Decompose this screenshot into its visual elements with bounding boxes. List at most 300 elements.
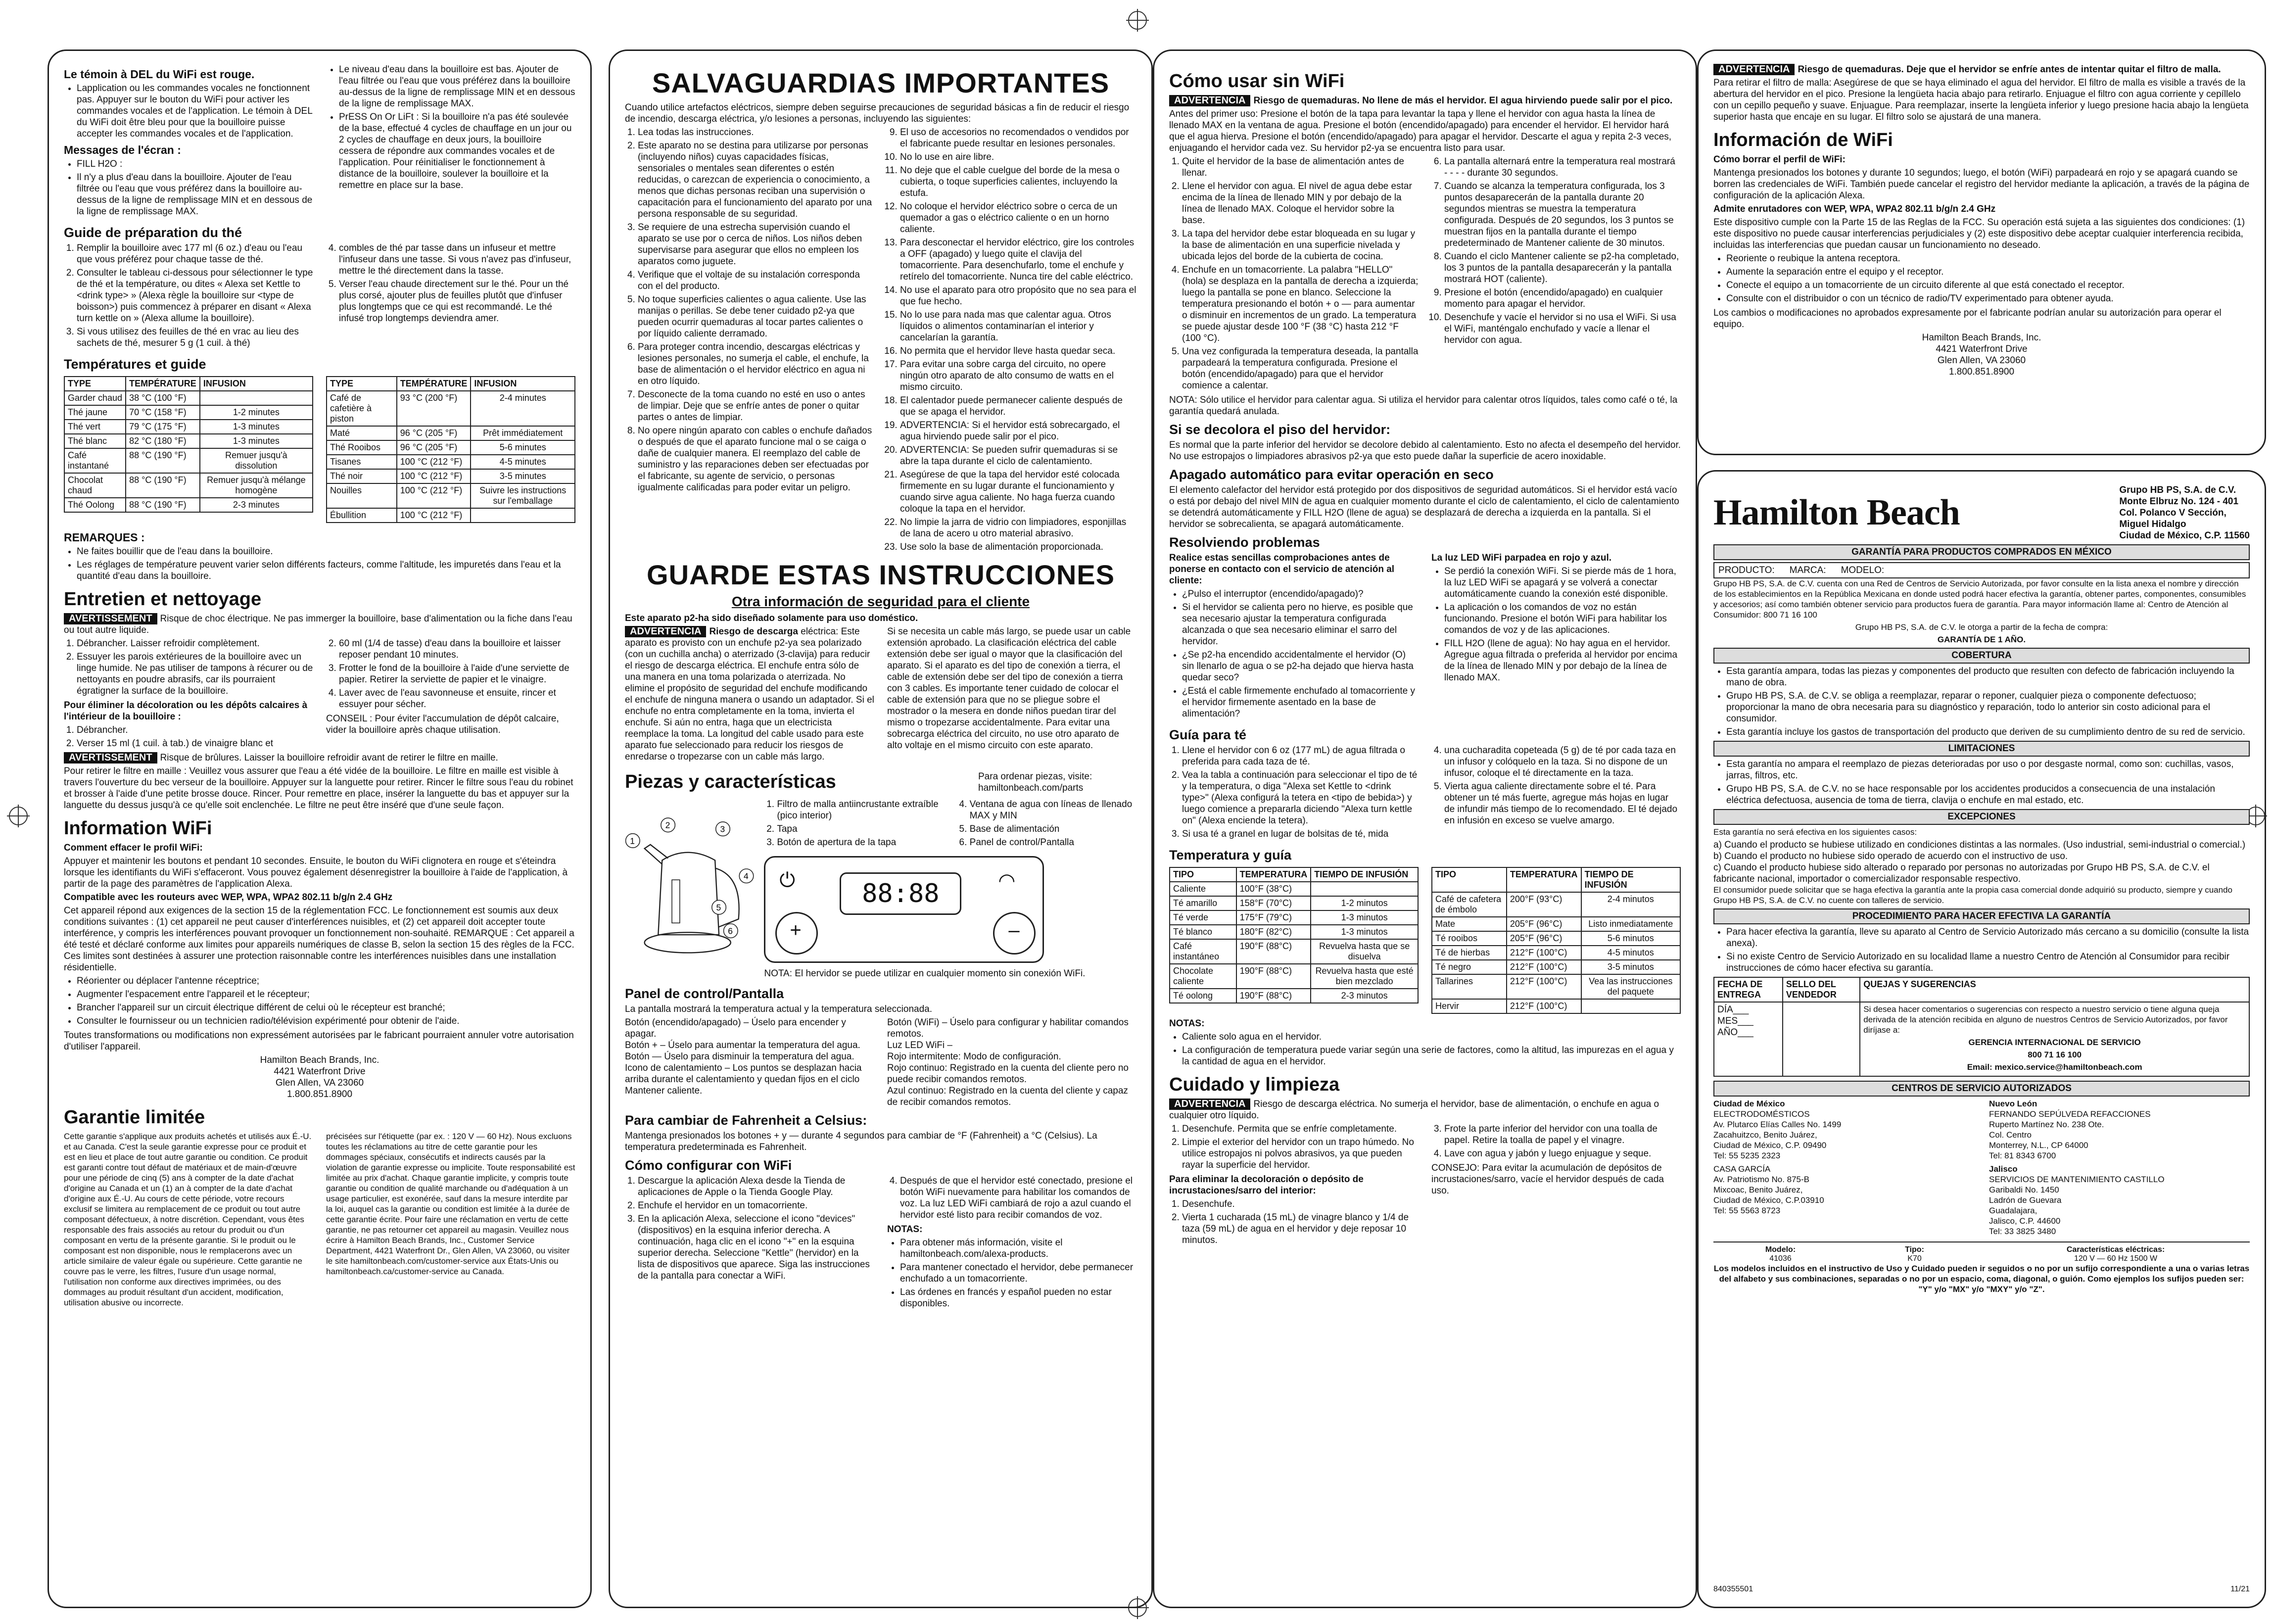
table-row [1170, 925, 1418, 939]
text-line: Glen Allen, VA 23060 [275, 1078, 364, 1088]
service-center-city: Ciudad de México [1713, 1099, 1785, 1108]
list-item: 1. Débrancher. [77, 724, 313, 736]
list-item: 3. En la aplicación Alexa, seleccione el icono "devices" (dispositivos) en la esquina inferior derecha. A continuación, haga clic en el icono "+" en la esquina superior derecha. Seleccione "Kettle" (hervidor) en la lista de dispositivos que aparece. Siga las instrucciones de la pantalla para conectar a WiFi. [638, 1213, 874, 1282]
table-cell: Tisanes [327, 455, 397, 469]
mexico-warranty-panel [1697, 470, 2266, 1608]
table-row [327, 391, 575, 426]
grants: Grupo HB PS, S.A. de C.V. le otorga a partir de la fecha de compra: [1855, 622, 2108, 632]
notas-list [887, 1237, 1136, 1309]
table-cell: Caliente [1170, 882, 1236, 896]
table-row [327, 455, 575, 469]
warranty-left: Cette garantie s'applique aux produits achetés et utilisés aux É.-U. et au Canada. C'est la seule garantie expresse pour ce produit et est en lieu et place de tout autre garantie ou condition. Ce produit est garanti contre tout défaut de matériaux et de main-d'œuvre pour une période de cinq (5) ans à compter de la date d'achat d'origine au Canada et un (1) an à compter de la date d'achat d'origine aux É.-U. Au cours de cette période, votre recours exclusif se limitera au remplacement de ce produit ou tout autre composant défectueux, à notre discrétion. Cependant, vous êtes responsable des frais associés au retour du produit ou d'un composant en vertu de la présente garantie. Si le produit ou le composant est non disponible, nous le remplacerons avec un article similaire de valeur égale ou supérieure. Cette garantie ne couvre pas le verre, les filtres, l'usure d'un usage normal, l'utilisation non conforme aux directives imprimées, ou des dommages au produit résultant d'un accident, modification, utilisation abusive ou incorrecte. [64, 1132, 312, 1307]
list-item: • Esta garantía incluye los gastos de transportación del producto que deriven de su cumplimiento dentro de su red de servicio. [1726, 726, 2250, 738]
guarantee-bar: GARANTÍA PARA PRODUCTOS COMPRADOS EN MÉXICO [1713, 544, 2250, 560]
table-cell: 1-3 minutes [200, 420, 313, 434]
list-item: 10. Desenchufe y vacíe el hervidor si no usa el WiFi. Si usa el WiFi, manténgalo enchufado y vacíe a llenar el hervidor con agua. [1444, 312, 1681, 346]
list-item: 2. Vea la tabla a continuación para seleccionar el tipo de té y la temperatura, o diga "Alexa set Kettle to <drink type>" (Alexa configurá la tetera en <tipo de bebida>) y luego comience a prepararla diciendo "Alexa turn kettle on" (Alexa enciende la tetera). [1182, 769, 1419, 826]
service-center-line: SERVICIOS DE MANTENIMIENTO CASTILLO [1989, 1175, 2165, 1184]
table-row [1432, 931, 1680, 946]
descale-steps [64, 724, 313, 749]
wifi-compat: Compatible avec les routeurs avec WEP, WPA, WPA2 802.11 b/g/n 2.4 GHz [64, 892, 393, 903]
table-row [327, 426, 575, 440]
tea-steps-continued [326, 242, 575, 324]
form-seal-cell [1783, 1002, 1860, 1076]
table-cell: 205°F (96°C) [1507, 931, 1581, 946]
service-center-city: Jalisco [1989, 1164, 2018, 1174]
list-item: 1. Lea todas las instrucciones. [638, 127, 874, 138]
wifi-info-panel [1697, 49, 2266, 455]
filter-text-es: Para retirar el filtro de malla: Asegúrese de que se haya eliminado el agua del hervidor. El filtro de malla es visible a través de la abertura del hervidor en el pico. Presione la lengüeta hacia abajo para retirarlo. Enjuague el filtro con agua corriente y cepíllelo con un cepillo pequeño y suave. Enjuague. Para reemplazar, inserte la lengüeta inferior y luego presione hacia abajo la lengüeta superior hasta que encaje en su lugar. El filtro solo se ajustará de una manera. [1713, 78, 2249, 122]
shock-label: Riesgo de descarga [709, 626, 798, 637]
wifi-info-tail: Los cambios o modificaciones no aprobados expresamente por el fabricante podrían anular su autorización para operar el equipo. [1713, 308, 2222, 330]
table-cell: Garder chaud [64, 391, 126, 405]
list-item: 2. Limpie el exterior del hervidor con un trapo húmedo. No utilice estropajos ni polvos abrasivos, ya que pueden rayar la superficie del hervidor. [1182, 1137, 1419, 1171]
table-row [1432, 892, 1680, 917]
list-item: 1. Filtro de malla antiincrustante extraíble (pico interior) [777, 799, 944, 821]
table-cell: 100°F (38°C) [1236, 882, 1311, 896]
table-cell: Té de hierbas [1432, 946, 1507, 960]
panel-list-right [887, 1017, 1136, 1108]
wifi-icon: ◠ [998, 870, 1016, 892]
list-item: 3. Si usa té a granel en lugar de bolsitas de té, mida [1182, 828, 1419, 840]
list-item: 12. No coloque el hervidor eléctrico sobre o cerca de un quemador a gas o eléctrico caliente o en un horno caliente. [900, 201, 1136, 235]
display-screen: 88:88 [840, 872, 961, 915]
floor-text: Es normal que la parte inferior del hervidor se decolore debido al calentamiento. Esto no afecta el desempeño del hervidor. No use estropajos o limpiadores abrasivos p2-ya que esto puede dañar la superficie de acero inoxidable. [1169, 440, 1681, 462]
list-item: 5. Verser l'eau chaude directement sur le thé. Pour un thé plus corsé, ajouter plus de feuilles plutôt que d'infuser plus longtemps que ce qui est recommandé. Le thé infusé trop longtemps deviendra amer. [339, 279, 575, 324]
warranty-right: précisées sur l'étiquette (par ex. : 120 V ― 60 Hz). Nous excluons toutes les réclamations au titre de cette garantie pour les dommages spéciaux, consécutifs et indirects causés par la violation de garantie expresse ou implicite. Toute responsabilité est limitée au prix d'achat. Chaque garantie implicite, y compris toute garantie ou condition de qualité marchande ou d'adéquation à un usage particulier, est exonérée, sauf dans la mesure interdite par la loi, auquel cas la garantie ou condition est limitée à la durée de cette garantie écrite. Pour faire une réclamation en vertu de cette garantie, ne pas retourner cet appareil au magasin. Veuillez nous écrire à Hamilton Beach Brands, Inc., Customer Service Department, 4421 Waterfront Dr., Glen Allen, VA 23060, ou visiter le site hamiltonbeach.com/customer-service aux États-Unis ou hamiltonbeach.ca/customer-service au Canada. [326, 1132, 575, 1276]
safeguards-panel [609, 49, 1153, 1608]
list-item: 9. El uso de accesorios no recomendados o vendidos por el fabricante puede resultar en lesiones personales. [900, 127, 1136, 149]
panel-list-left [625, 1017, 874, 1108]
guarantee-text: Grupo HB PS, S.A. de C.V. cuenta con una Red de Centros de Servicio Autorizada, por favor consulte en la lista anexa el nombre y dirección de los establecimientos en la República Mexicana en donde usted podrá hacer efectiva la garantía, obtener partes, componentes, consumibles y accesorios; así como también obtener servicio para productos fuera de garantía. Para mayor información llame al: Centro de Atención al Consumidor: 800 71 16 100 [1713, 579, 2246, 620]
burn-warning-badge: AVERTISSEMENT [64, 752, 157, 764]
table-cell: Thé jaune [64, 405, 126, 420]
service-center-line: Av. Patriotismo No. 875-B [1713, 1175, 1810, 1184]
list-item: 3. Botón de apertura de la tapa [777, 837, 944, 848]
svg-text:1: 1 [630, 836, 635, 846]
filter-text: Pour retirer le filtre en maille : Veuillez vous assurer que l'eau a été vidée de la bouilloire. Le filtre en maille est visible à travers l'ouverture du bec verseur de la bouilloire. Appuyer sur la languette pour retirer. Rincer le filtre sous l'eau du robinet et brosser à l'aide d'une petite brosse douce. Rincer. Pour remettre en place, insérer la languette du bas et appuyer sur la languette du dessus jusqu'à ce qu'elle soit enclenchée. Le filtre ne peut être inséré que d'une seule façon. [64, 766, 573, 811]
table-row [1170, 989, 1418, 1003]
list-item: • FILL H2O (llene de agua): No hay agua en el hervidor. Agregue agua filtrada o preferida al hervidor por encima de la línea de llenado MIN y por debajo de la línea de llenado MAX. [1444, 638, 1681, 683]
brand-logo: Hamilton Beach [1713, 492, 1960, 533]
table-header: TEMPERATURA [1507, 867, 1581, 892]
trouble-list-left [1169, 588, 1419, 719]
list-item: 2. Enchufe el hervidor en un tomacorriente. [638, 1200, 874, 1211]
text-line: Azul continuo: Registrado en la cuenta del cliente y capaz de recibir comandos remotos. [887, 1086, 1128, 1107]
table-cell: 1-3 minutos [1311, 925, 1418, 939]
french-panel [47, 49, 592, 1608]
list-item: • Aumente la separación entre el equipo y el receptor. [1726, 266, 2250, 278]
table-cell: 100 °C (212 °F) [397, 455, 471, 469]
table-cell: Chocolate caliente [1170, 964, 1236, 989]
table-cell: 5-6 minutes [471, 440, 575, 455]
table-header: TYPE [327, 377, 397, 391]
list-item: 3. La tapa del hervidor debe estar bloqueada en su lugar y la base de alimentación en una superficie nivelada y ubicada lejos del borde de la cubierta de cocina. [1182, 228, 1419, 262]
wifi-config-title: Cómo configurar con WiFi [625, 1158, 792, 1173]
wifi-info-address [1713, 332, 2250, 378]
table-cell: 180°F (82°C) [1236, 925, 1311, 939]
product-fields [1713, 562, 2250, 578]
table-header: INFUSION [200, 377, 313, 391]
parts-list-right [957, 799, 1136, 848]
spec-model-label: Modelo: [1765, 1245, 1796, 1254]
list-item: 5. Base de alimentación [970, 823, 1136, 835]
shock-warning-badge: ADVERTENCIA [625, 626, 706, 637]
table-cell: Thé Oolong [64, 498, 126, 512]
tea-guide-title: Guide de préparation du thé [64, 225, 242, 240]
centers-grid [1713, 1099, 2250, 1237]
control-panel-diagram [764, 856, 1044, 963]
list-item: 4. Verifique que el voltaje de su instalación corresponda con el del producto. [638, 269, 874, 292]
service-center [1989, 1164, 2250, 1237]
list-item: 6. La pantalla alternará entre la temperatura real mostrará - - - - durante 30 segundos. [1444, 156, 1681, 179]
table-row [1170, 939, 1418, 964]
plus-button[interactable]: + [775, 912, 818, 955]
text-line: Hamilton Beach Brands, Inc. [260, 1055, 379, 1065]
table-cell: 175°F (79°C) [1236, 910, 1311, 925]
table-cell: Té oolong [1170, 989, 1236, 1003]
list-item: 7. Cuando se alcanza la temperatura configurada, los 3 puntos desaparecerán de la pantalla durante 20 segundos mientras se muestra la temperatura configurada. Después de 20 segundos, los 3 puntos se muestran fijos en la pantalla durante el tiempo predeterminado de Mantener caliente de 30 minutos. [1444, 181, 1681, 249]
text-line: Botón + – Úselo para aumentar la temperatura del agua. [625, 1040, 860, 1051]
table-cell: Café de cafetera de émbolo [1432, 892, 1507, 917]
table-cell [1311, 882, 1418, 896]
list-item: • Il n'y a plus d'eau dans la bouilloire. Ajouter de l'eau filtrée ou l'eau que vous préférez dans la bouilloire au-dessus de la ligne de remplissage MIN et en dessous de la ligne de remplissage MAX. [77, 172, 313, 217]
text-line: 4421 Waterfront Drive [1936, 344, 2028, 354]
exceptions-tail: El consumidor puede solicitar que se haga efectiva la garantía ante la propia casa comercial donde adquirió su producto, siempre y cuando Grupo HB PS, S.A. de C.V. no cuente con talleres de servicio. [1713, 885, 2232, 905]
spec-note: Los modelos incluidos en el instructivo de Uso y Cuidado pueden ir seguidos o no por un sufijo correspondiente a una o varias letras del alfabeto y sus combinaciones, separadas o no por un espacio, coma, diagonal, o guión. Como ejemplos los sufijos pueden ser: "Y" y/o "MX" y/o "MXY" y/o "Z". [1713, 1264, 2250, 1294]
list-item: 8. No opere ningún aparato con cables o enchufe dañados o después de que el aparato funcione mal o se caiga o dañe de cualquier manera. El reemplazo del cable de suministro y las reparaciones deben ser efectuadas por el fabricante, su agente de servicio, o personas igualmente calificadas para poder evitar un peligro. [638, 425, 874, 493]
list-item: 3. Frotter le fond de la bouilloire à l'aide d'une serviette de papier. Retirer la serviette de papier et le vinaigre. [339, 663, 575, 685]
list-item: 5. Una vez configurada la temperatura deseada, la pantalla parpadeará la temperatura configurada. Presione el botón (encendido/apagado) para que el hervidor comience a calentar. [1182, 346, 1419, 391]
table-header: INFUSION [471, 377, 575, 391]
table-cell: 205°F (96°C) [1507, 917, 1581, 931]
text-line: PRODUCTO: [1718, 565, 1775, 575]
service-center [1713, 1099, 1974, 1161]
table-header: TEMPERATURA [1236, 867, 1311, 882]
service-center-line: Ciudad de México, C.P.03910 [1713, 1195, 1824, 1205]
table-row [64, 498, 313, 512]
list-item: 6. Panel de control/Pantalla [970, 837, 1136, 848]
table-cell: 190°F (88°C) [1236, 989, 1311, 1003]
list-item: 16. No permita que el hervidor lleve hasta quedar seca. [900, 345, 1136, 357]
table-cell: Té amarillo [1170, 896, 1236, 910]
service-center-line: Monterrey, N.L., CP 64000 [1989, 1141, 2088, 1150]
list-item: 10. No lo use en aire libre. [900, 151, 1136, 163]
save-title: GUARDE ESTAS INSTRUCCIONES [647, 559, 1115, 590]
service-center-city: Nuevo León [1989, 1099, 2037, 1108]
form-text: Si desea hacer comentarios o sugerencias con respecto a nuestro servicio o tiene alguna queja derivada de la atención recibida en alguno de nuestros Centros de Servicio Autorizados, por favor diríjase a: [1863, 1004, 2228, 1035]
form-header-complaints: QUEJAS Y SUGERENCIAS [1860, 977, 2249, 1002]
coverage-bar: COBERTURA [1713, 648, 2250, 664]
text-line: MARCA: [1789, 565, 1826, 575]
service-center-line: Tel: 81 8343 6700 [1989, 1151, 2056, 1160]
safeguards-list-right [887, 127, 1136, 553]
usage-title: Cómo usar sin WiFi [1169, 71, 1345, 92]
text-line: Botón (WiFi) – Úselo para configurar y habilitar comandos remotos. [887, 1017, 1129, 1039]
table-row [64, 420, 313, 434]
list-item: 3. Si vous utilisez des feuilles de thé en vrac au lieu des sachets de thé, mesurer 5 g (1 cuil. à thé) [77, 326, 313, 349]
list-item: 21. Asegúrese de que la tapa del hervidor esté colocada firmemente en su lugar durante el funcionamiento y cuando sirve agua caliente. No haga fuerza cuando coloque la tapa en el hervidor. [900, 469, 1136, 515]
usage-steps-right [1431, 156, 1681, 346]
table-cell: 88 °C (190 °F) [126, 498, 200, 512]
exceptions-bar: EXCEPCIONES [1713, 809, 2250, 825]
table-cell: Té blanco [1170, 925, 1236, 939]
service-center-line: Jalisco, C.P. 44600 [1989, 1216, 2061, 1226]
safeguards-intro: Cuando utilice artefactos eléctricos, siempre deben seguirse precauciones de seguridad básicas a fin de reducir el riesgo de incendio, descarga eléctrica, y/o lesiones a personas, incluyendo las siguientes: [625, 102, 1130, 124]
service-center-line: Ciudad de México, C.P. 09490 [1713, 1141, 1827, 1150]
form-header-date: FECHA DE ENTREGA [1714, 977, 1783, 1002]
panel-title: Panel de control/Pantalla [625, 986, 784, 1001]
list-item: 2. 60 ml (1/4 de tasse) d'eau dans la bouilloire et laisser reposer pendant 10 minutes. [339, 638, 575, 661]
list-item: • Se perdió la conexión WiFi. Si se pierde más de 1 hora, la luz LED WiFi se apagará y se volverá a conectar automáticamente cuando la conexión esté disponible. [1444, 566, 1681, 600]
table-cell: Vea las instrucciones del paquete [1581, 974, 1680, 999]
table-row [1170, 910, 1418, 925]
table-cell: 1-2 minutos [1311, 896, 1418, 910]
parts-title: Piezas y características [625, 771, 836, 792]
conseil: CONSEIL : Pour éviter l'accumulation de dépôt calcaire, vider la bouilloire après chaque utilisation. [326, 714, 559, 735]
table-row [64, 448, 313, 473]
table-cell: Revuelva hasta que se disuelva [1311, 939, 1418, 964]
table-header: TEMPÉRATURE [397, 377, 471, 391]
table-row [327, 469, 575, 483]
table-row [1170, 964, 1418, 989]
safeguards-title: SALVAGUARDIAS IMPORTANTES [652, 67, 1110, 98]
table-cell: Café instantáneo [1170, 939, 1236, 964]
svg-text:3: 3 [720, 824, 725, 834]
usage-steps-left [1169, 156, 1419, 391]
temp-table-es-right [1431, 867, 1681, 1014]
list-item: 2. Vierta 1 cucharada (15 mL) de vinagre blanco y 1/4 de taza (59 mL) de agua en el hervidor y deje reposar 10 minutos. [1182, 1212, 1419, 1246]
table-row [327, 440, 575, 455]
list-item: • Si el hervidor se calienta pero no hierve, es posible que sea necesario ajustar la temperatura configurada alcanzada o que sea necesario eliminar el sarro del hervidor. [1182, 602, 1419, 647]
list-item: • Para mantener conectado el hervidor, debe permanecer enchufado a un tomacorriente. [900, 1262, 1136, 1285]
table-cell: 1-2 minutes [200, 405, 313, 420]
service-center-line: Ladrón de Guevara [1989, 1195, 2062, 1205]
auto-title: Apagado automático para evitar operación en seco [1169, 467, 1494, 482]
text-line: 1.800.851.8900 [286, 1089, 353, 1099]
text-line: 1.800.851.8900 [1948, 367, 2015, 377]
fahr-text: Mantenga presionados los botones + y — durante 4 segundos para cambiar de °F (Fahrenheit) a °C (Celsius). La temperatura predeterminada es Fahrenheit. [625, 1131, 1097, 1152]
table-cell: Remuer jusqu'à mélange homogène [200, 473, 313, 498]
text-line: Hamilton Beach Brands, Inc. [1922, 333, 2041, 343]
care-warning-text: Risque de choc électrique. Ne pas immerger la bouilloire, base d'alimentation ou la fiche dans l'eau ou tout autre liquide. [64, 614, 572, 635]
list-item: 17. Para evitar una sobre carga del circuito, no opere ningún otro aparato de alto consumo de watts en el mismo circuito. [900, 359, 1136, 393]
screen-messages-right [326, 64, 575, 191]
table-cell: 5-6 minutos [1581, 931, 1680, 946]
list-item: 1. Desenchufe. [1182, 1198, 1419, 1210]
auto-text: El elemento calefactor del hervidor está protegido por dos dispositivos de seguridad automáticos. Si el hervidor está vacío o está por debajo del nivel MIN de agua en cualquier momento durante el ciclo de calentamiento, el ciclo de calentamiento se detendrá automáticamente y FILL H2O (llene de agua) se desplazará de derecha a izquierda en la pantalla. Si el hervidor se sobrecalienta, se apagará automáticamente. [1169, 485, 1679, 529]
service-center [1713, 1164, 1974, 1237]
table-cell: Listo inmediatamente [1581, 917, 1680, 931]
table-cell: Café de cafetière à piston [327, 391, 397, 426]
list-item: 4. Laver avec de l'eau savonneuse et ensuite, rincer et essuyer pour sécher. [339, 687, 575, 710]
table-cell: Prêt immédiatement [471, 426, 575, 440]
list-item: 7. Desconecte de la toma cuando no esté en uso o antes de limpiar. Deje que se enfríe antes de poner o quitar partes o antes de limpiar. [638, 389, 874, 423]
list-item: 4. Enchufe en un tomacorriente. La palabra "HELLO" (hola) se desplaza en la pantalla de derecha a izquierda; luego la pantalla se pone en blanco. Seleccione la temperatura presionando el botón + o — para aumentar o disminuir en incrementos de un grado. La temperatura se puede ajustar desde 100 °F (38 °C) hasta 212 °F (100 °C). [1182, 264, 1419, 344]
table-cell: 158°F (70°C) [1236, 896, 1311, 910]
table-cell: Maté [327, 426, 397, 440]
notas-title-es: NOTAS: [1169, 1018, 1205, 1029]
wifi-info-profile: Cómo borrar el perfil de WiFi: [1713, 154, 1846, 165]
table-cell: Tallarines [1432, 974, 1507, 999]
centers-bar: CENTROS DE SERVICIO AUTORIZADOS [1713, 1081, 2250, 1097]
care-steps [64, 638, 313, 697]
text-line: MES___ [1717, 1016, 1753, 1026]
list-item: • La configuración de temperatura puede variar según una serie de factores, como la altitud, las impurezas en el agua y la cantidad de agua en el hervidor. [1182, 1045, 1681, 1067]
list-item: • Conecte el equipo a un tomacorriente de un circuito diferente al que está conectado el receptor. [1726, 280, 2250, 291]
wifi-fcc: Cet appareil répond aux exigences de la section 15 de la réglementation FCC. Le fonctionnement est soumis aux deux conditions suivantes : (1) cet appareil ne peut causer d'interférences nuisibles, et (2) cet appareil doit accepter toute interférence, y compris les interférences pouvant provoquer un fonctionnement non-souhaité. REMARQUE : Cet appareil a été testé et déclaré conforme aux limites pour appareils numériques de classe B, selon la section 15 des règles de la FCC. Ces limites sont destinées à assurer une protection raisonnable contre les interférences nuisibles dans une installation résidentielle. [64, 906, 574, 973]
service-center-line: FERNANDO SEPÚLVEDA REFACCIONES [1989, 1109, 2151, 1119]
list-item: 2. Verser 15 ml (1 cuil. à tab.) de vinaigre blanc et [77, 738, 313, 749]
table-cell: 212°F (100°C) [1507, 946, 1581, 960]
usage-nota: NOTA: Sólo utilice el hervidor para calentar agua. Si utiliza el hervidor para calentar otros líquidos, tales como café o té, la garantía quedará anulada. [1169, 395, 1678, 417]
list-item: 18. El calentador puede permanecer caliente después de que se apaga el hervidor. [900, 395, 1136, 418]
text-line: Luz LED WiFi – [887, 1040, 952, 1051]
service-center [1989, 1099, 2250, 1161]
floor-title: Si se decolora el piso del hervidor: [1169, 422, 1391, 437]
table-cell: 88 °C (190 °F) [126, 473, 200, 498]
descale-steps-es-right [1431, 1123, 1681, 1159]
table-row [1432, 917, 1680, 931]
list-item: 9. Presione el botón (encendido/apagado) en cualquier momento para apagar el hervidor. [1444, 287, 1681, 310]
text-line: Botón (encendido/apagado) – Úselo para encender y apagar. [625, 1017, 846, 1039]
spec-type: K70 [1907, 1254, 1922, 1263]
text-line: AÑO___ [1717, 1027, 1753, 1038]
fahr-title: Para cambiar de Fahrenheit a Celsius: [625, 1113, 867, 1128]
list-item: • Ne faites bouillir que de l'eau dans la bouilloire. [77, 546, 575, 557]
wifi-profile: Comment effacer le profil WiFi: [64, 843, 203, 853]
care-warning-badge-es: ADVERTENCIA [1169, 1099, 1250, 1110]
list-item: • Para hacer efectiva la garantía, lleve su aparato al Centro de Servicio Autorizado más cercano a su domicilio (consulte la lista anexa). [1726, 926, 2250, 949]
table-row [1432, 946, 1680, 960]
registration-mark-left [9, 807, 28, 825]
table-cell: 82 °C (180 °F) [126, 434, 200, 448]
warranty-title: Garantie limitée [64, 1107, 205, 1128]
table-cell: Thé noir [327, 469, 397, 483]
table-cell: Thé blanc [64, 434, 126, 448]
exceptions-intro: Esta garantía no será efectiva en los siguientes casos: [1713, 827, 1917, 837]
limits-list [1713, 759, 2250, 806]
trouble-intro: Realice estas sencillas comprobaciones antes de ponerse en contacto con el servicio de atención al cliente: [1169, 553, 1395, 586]
list-item: 13. Para desconectar el hervidor eléctrico, gire los controles a OFF (apagado) y luego quite el clavija del tomacorriente. Para desenchufarlo, tome el enchufe y retírelo del tomacorriente. Nunca tire del cable eléctrico. [900, 237, 1136, 283]
temps-title: Températures et guide [64, 357, 206, 372]
list-item: 3. Se requiere de una estrecha supervisión cuando el aparato se use por o cerca de niños. Los niños deben supervisarse para asegurar que ellos no empleen los aparatos como juguete. [638, 222, 874, 267]
svg-text:6: 6 [728, 926, 733, 936]
table-cell: 100 °C (212 °F) [397, 469, 471, 483]
table-cell: Suivre les instructions sur l'emballage [471, 483, 575, 508]
svg-text:5: 5 [716, 902, 721, 912]
text-line: b) Cuando el producto no hubiese sido operado de acuerdo con el instructivo de uso. [1713, 851, 2068, 861]
text-line: a) Cuando el producto se hubiese utilizado en condiciones distintas a las normales. (Uso industrial, semi-industrial o comercial.) [1713, 840, 2246, 850]
trouble-right-title: La luz LED WiFi parpadea en rojo y azul. [1431, 553, 1612, 563]
form-dates[interactable] [1714, 1002, 1783, 1076]
minus-button[interactable]: – [993, 912, 1036, 955]
list-item: 20. ADVERTENCIA: Se pueden sufrir quemaduras si se abre la tapa durante el ciclo de calentamiento. [900, 444, 1136, 467]
remarks-title: REMARQUES : [64, 531, 145, 544]
list-item: 2. Consulter le tableau ci-dessous pour sélectionner le type de thé et la température, ou dites « Alexa set Kettle to <drink type> » (Alexa règle la bouilloire sur <type de boisson>) puis commencez à préparer en disant « Alexa turn kettle on » (Alexa allume la bouilloire). [77, 267, 313, 324]
table-cell: Mate [1432, 917, 1507, 931]
list-item: 19. ADVERTENCIA: Si el hervidor está sobrecargado, el agua hirviendo puede salir por el pico. [900, 420, 1136, 442]
form-email: Email: mexico.service@hamiltonbeach.com [1967, 1062, 2142, 1072]
list-item: • ¿Pulso el interruptor (encendido/apagado)? [1182, 588, 1419, 600]
care-steps-es [1169, 1123, 1419, 1171]
spec-elec-label: Características eléctricas: [2066, 1245, 2165, 1254]
table-cell: Chocolat chaud [64, 473, 126, 498]
shock-right: Si se necesita un cable más largo, se puede usar un cable extensión aprobado. La clasificación eléctrica del cable extensión debe ser igual o mayor que la clasificación del aparato. Si el aparato es del tipo de conexión a tierra, el cable de extensión debe ser del tipo de conexión a tierra con 3 cables. Es importante tener cuidado de colocar el cable de extensión para que no se pliegue sobre el mostrador o la mesera en donde niños puedan tirar del mismo o tropezarse accidentalmente. Para evitar una sobrecarga eléctrica del circuito, no use otro aparato de alto voltaje en el mismo circuito con este aparato. [887, 626, 1131, 751]
table-row [327, 508, 575, 523]
burn-warning-text: Risque de brûlures. Laisser la bouilloire refroidir avant de retirer le filtre en maille. [160, 753, 498, 763]
list-item: 1. Descargue la aplicación Alexa desde la Tienda de aplicaciones de Apple o la Tienda Google Play. [638, 1175, 874, 1198]
text-line: 4421 Waterfront Drive [274, 1066, 366, 1077]
table-row [64, 434, 313, 448]
list-item: • Les réglages de température peuvent varier selon différents facteurs, comme l'altitude, les impuretés dans l'eau et la quantité d'eau dans la bouilloire. [77, 559, 575, 582]
table-cell: 70 °C (158 °F) [126, 405, 200, 420]
svg-text:2: 2 [665, 820, 670, 830]
wifi-list [64, 975, 575, 1027]
text-line: MODELO: [1841, 565, 1885, 575]
service-center-line: Ruperto Martínez No. 238 Ote. [1989, 1120, 2104, 1129]
wifi-info-list [1713, 253, 2250, 304]
part-number: 840355501 [1713, 1585, 1753, 1593]
list-item: 8. Cuando el ciclo Mantener caliente se p2-ha completado, los 3 puntos de la pantalla desaparecerán y la pantalla mostrará HOT (caliente). [1444, 251, 1681, 285]
list-item: 11. No deje que el cable cuelgue del borde de la mesa o cubierta, o toque superficies calientes, incluyendo la estufa. [900, 165, 1136, 199]
descale-title: Pour éliminer la décoloration ou les dépôts calcaires à l'intérieur de la bouilloire : [64, 700, 308, 722]
save-subtitle: Otra información de seguridad para el cliente [731, 594, 1030, 609]
table-cell [200, 391, 313, 405]
consejo: CONSEJO: Para evitar la acumulación de depósitos de incrustaciones/sarro, vacíe el hervidor después de cada uso. [1431, 1163, 1664, 1196]
list-item: 15. No lo use para nada mas que calentar agua. Otros líquidos o alimentos contaminarían el interior y cancelarían la garantía. [900, 309, 1136, 343]
usage-panel [1153, 49, 1697, 1608]
remarks-list [64, 546, 575, 582]
text-line: Rojo intermitente: Modo de configuración. [887, 1051, 1061, 1062]
list-item: • Augmenter l'espacement entre l'appareil et le récepteur; [77, 989, 575, 1000]
table-cell: 190°F (88°C) [1236, 964, 1311, 989]
list-item: 4. combles de thé par tasse dans un infuseur et mettre l'infuseur dans une tasse. Si vous n'avez pas d'infuseur, mettre le thé directement dans la tasse. [339, 242, 575, 277]
list-item: 2. Este aparato no se destina para utilizarse por personas (incluyendo niños) cuyas capacidades físicas, sensoriales o mentales sean diferentes o estén reducidas, o carezcan de experiencia o conocimiento, a menos que dichas personas reciban una supervisión o capacitación para el funcionamiento del aparato por una persona responsable de su seguridad. [638, 140, 874, 220]
table-cell [1581, 999, 1680, 1013]
tea-steps-es-right [1431, 745, 1681, 826]
exceptions-list [1713, 839, 2250, 885]
table-row [1170, 896, 1418, 910]
table-cell: 96 °C (205 °F) [397, 440, 471, 455]
service-center-line: Av. Plutarco Elías Calles No. 1499 [1713, 1120, 1842, 1129]
trouble-title: Resolviendo problemas [1169, 535, 1320, 550]
svg-text:4: 4 [743, 871, 749, 881]
list-item: 3. Frote la parte inferior del hervidor con una toalla de papel. Retire la toalla de papel y el vinagre. [1444, 1123, 1681, 1146]
shock-left: eléctrica: Este aparato es provisto con un enchufe p2-ya sea polarizado (con un cuchilla ancha) o aterrizado (3-clavija) para reducir el riesgo de descarga eléctrica. El enchufe entra sólo de una manera en una toma polarizada o aterrizada. No elimine el propósito de seguridad del enchufe modificando el enchufe de ninguna manera o usando un adaptador. Si el enchufe no entra completamente en la toma, invierta el enchufe. Si aún no entra, haga que un electricista reemplace la toma. La longitud del cable usado para este aparato fue seleccionado para reducir los riesgos de enredarse o tropezarse con un cable más largo. [625, 626, 874, 762]
list-item: • ¿Se p2-ha encendido accidentalmente el hervidor (O) sin llenarlo de agua o se p2-ha dejado que hierva hasta quedar seco? [1182, 649, 1419, 683]
text-line: DÍA___ [1717, 1004, 1749, 1015]
list-item: 4. Ventana de agua con líneas de llenado MAX y MIN [970, 799, 1136, 821]
care-title: Entretien et nettoyage [64, 589, 262, 610]
descale-steps-es [1169, 1198, 1419, 1246]
list-item: 2. Tapa [777, 823, 944, 835]
list-item: • Caliente solo agua en el hervidor. [1182, 1031, 1681, 1043]
table-cell: 212°F (100°C) [1507, 960, 1581, 974]
table-cell: 79 °C (175 °F) [126, 420, 200, 434]
service-center-line: Garibaldi No. 1450 [1989, 1185, 2059, 1194]
coverage-list [1713, 666, 2250, 738]
list-item: 1. Desenchufe. Permita que se enfríe completamente. [1182, 1123, 1419, 1135]
screen-messages-list [64, 158, 313, 217]
list-item: 4. Después de que el hervidor esté conectado, presione el botón WiFi nuevamente para habilitar los comandos de voz. La luz LED WiFi cambiará de rojo a azul cuando el hervidor esté listo para recibir comandos de voz. [900, 1175, 1136, 1221]
table-row [64, 391, 313, 405]
service-center-line: ELECTRODOMÉSTICOS [1713, 1109, 1810, 1119]
notas-title: NOTAS: [887, 1224, 923, 1235]
print-date: 11/21 [2230, 1585, 2250, 1593]
service-center-line: Tel: 33 3825 3480 [1989, 1227, 2056, 1236]
table-cell: 2-4 minutes [471, 391, 575, 426]
